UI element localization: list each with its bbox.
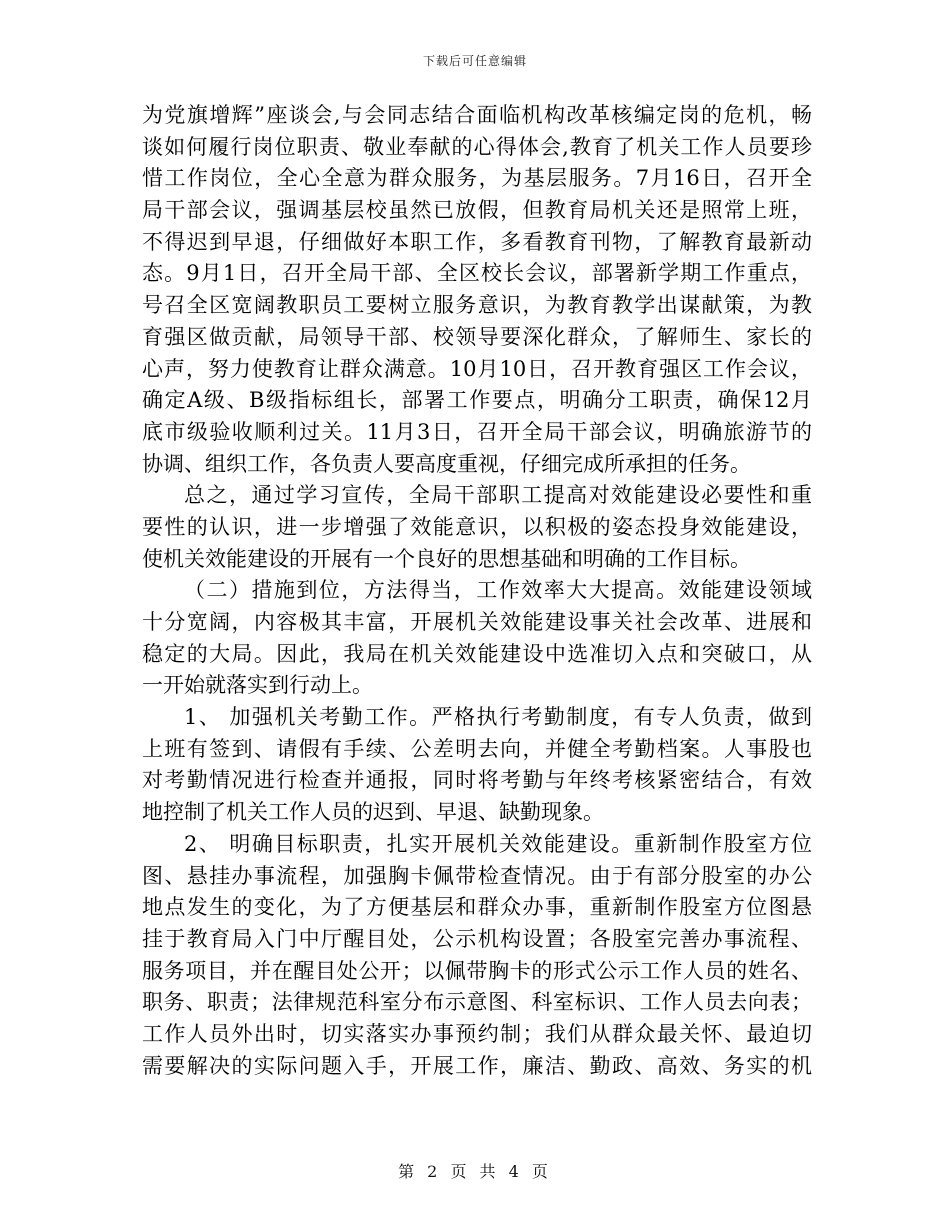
text-line: 图、悬挂办事流程，加强胸卡佩带检查情况。由于有部分股室的办公 (142, 863, 812, 888)
text-line: 为党旗增辉”座谈会,与会同志结合面临机构改革核编定岗的危机，畅 (142, 103, 812, 127)
page-footer: 第 2 页 共 4 页 (398, 1162, 552, 1181)
text-line: 服务项目，并在醒目处公开；以佩带胸卡的形式公示工作人员的姓名、 (142, 958, 812, 983)
text-line: 一开始就落实到行动上。 (142, 673, 373, 698)
text-line: 惜工作岗位，全心全意为群众服务，为基层服务。7月16日，召开全 (142, 166, 812, 191)
text-line: 要性的认识，进一步增强了效能意识，以积极的姿态投身效能建设， (142, 514, 812, 539)
text-line: 地控制了机关工作人员的迟到、早退、缺勤现象。 (142, 800, 604, 825)
text-line: 职务、职责；法律规范科室分布示意图、科室标识、工作人员去向表； (142, 990, 812, 1015)
text-line: 十分宽阔，内容极其丰富，开展机关效能建设事关社会改革、进展和 (142, 610, 812, 634)
text-line: 上班有签到、请假有手续、公差明去向，并健全考勤档案。人事股也 (142, 736, 812, 761)
text-line: 使机关效能建设的开展有一个良好的思想基础和明确的工作目标。 (142, 546, 751, 571)
text-line: 号召全区宽阔教职员工要树立服务意识，为教育教学出谋献策，为教 (142, 293, 812, 318)
text-line: 态。9月1日，召开全局干部、全区校长会议，部署新学期工作重点， (142, 261, 812, 286)
text-line: 不得迟到早退，仔细做好本职工作，多看教育刊物，了解教育最新动 (142, 229, 812, 254)
text-line: 2、 明确目标职责，扎实开展机关效能建设。重新制作股室方位 (184, 831, 812, 856)
paragraph (142, 575, 812, 702)
text-line: 心声，努力使教育让群众满意。10月10日，召开教育强区工作会议， (142, 356, 812, 381)
paragraph (142, 702, 812, 829)
text-line: 稳定的大局。因此，我局在机关效能建设中选准切入点和突破口，从 (142, 641, 812, 666)
text-line: 工作人员外出时，切实落实办事预约制；我们从群众最关怀、最迫切 (142, 1021, 812, 1046)
text-line: 总之，通过学习宣传，全局干部职工提高对效能建设必要性和重 (184, 483, 812, 508)
paragraph (142, 100, 812, 480)
text-line: 育强区做贡献，局领导干部、校领导要深化群众，了解师生、家长的 (142, 324, 812, 349)
text-line: 谈如何履行岗位职责、敬业奉献的心得体会,教育了机关工作人员要珍 (142, 134, 812, 159)
text-line: 局干部会议，强调基层校虽然已放假，但教育局机关还是照常上班， (142, 198, 812, 223)
paragraph (142, 480, 812, 575)
text-line: 1、 加强机关考勤工作。严格执行考勤制度，有专人负责，做到 (184, 705, 812, 730)
text-line: 地点发生的变化，为了方便基层和群众办事，重新制作股室方位图悬 (142, 895, 812, 920)
text-line: 需要解决的实际问题入手，开展工作，廉洁、勤政、高效、务实的机 (142, 1053, 812, 1078)
text-line: 协调、组织工作，各负责人要高度重视，仔细完成所承担的任务。 (142, 451, 751, 476)
page-header: 下载后可任意编辑 (422, 54, 527, 68)
paragraph (142, 829, 812, 1083)
text-line: （二）措施到位，方法得当，工作效率大大提高。效能建设领域 (184, 578, 812, 603)
text-line: 挂于教育局入门中厅醒目处，公示机构设置；各股室完善办事流程、 (142, 926, 812, 951)
document-body (142, 100, 812, 1082)
text-line: 确定A级、B级指标组长，部署工作要点，明确分工职责，确保12月 (142, 388, 812, 413)
text-line: 底市级验收顺利过关。11月3日，召开全局干部会议，明确旅游节的 (142, 419, 812, 444)
text-line: 对考勤情况进行检查并通报，同时将考勤与年终考核紧密结合，有效 (142, 768, 812, 793)
